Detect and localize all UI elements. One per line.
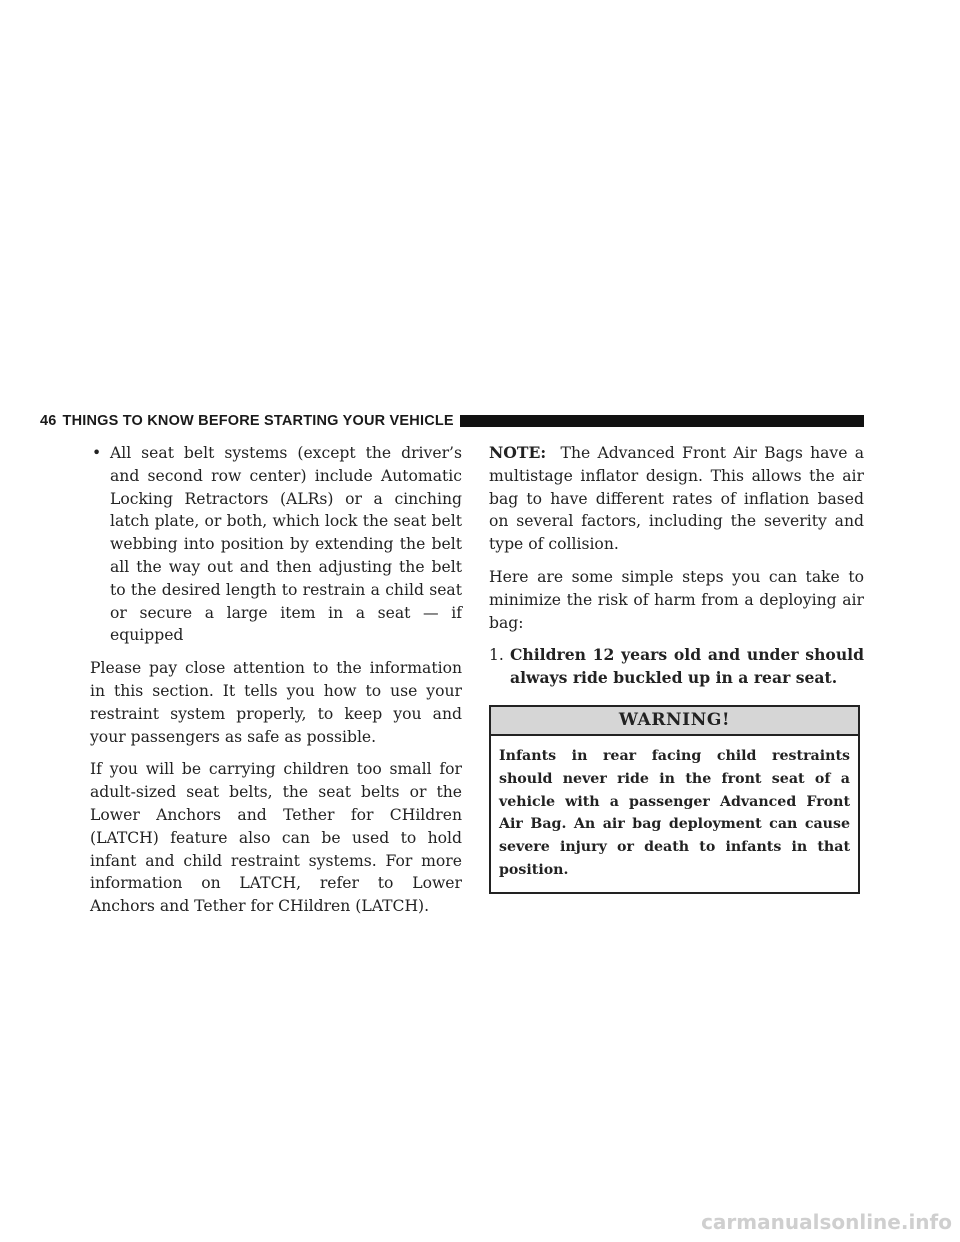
paragraph-steps: Here are some simple steps you can take to minimize the risk of harm from a deploying air bag: [489, 567, 864, 632]
left-column [90, 442, 462, 928]
step-text: Children 12 years old and under should always ride buckled up in a rear seat. [510, 645, 864, 688]
step-number: 1. [489, 646, 504, 665]
bullet-mark: • [92, 444, 102, 462]
numbered-step [489, 644, 864, 690]
right-column [489, 442, 864, 894]
paragraph-attention: Please pay close attention to the information in this section. It tells you how to use your restraint system properly, to keep you and your passengers as safe as possible. [90, 659, 462, 746]
note-text: The Advanced Front Air Bags have a multistage inflator design. This allows the air bag to have different rates of inflation based on several factors, including the severity and type of collision. [489, 444, 864, 554]
note-label: NOTE: [489, 443, 547, 462]
paragraph-children: If you will be carrying children too small for adult-sized seat belts, the seat belts or the Lower Anchors and Tether for CHildren (LATCH) feature also can be used to hold infant and child restraint systems. For more information on LATCH, refer to Lower Anchors and Tether for CHildren (LATCH). [90, 760, 462, 916]
bullet-item [90, 442, 462, 647]
header-rule [460, 415, 864, 427]
section-title: THINGS TO KNOW BEFORE STARTING YOUR VEHICLE [62, 413, 454, 429]
page-header [40, 413, 864, 429]
warning-text: Infants in rear facing child restraints should never ride in the front seat of a vehicle with a passenger Advanced Front Air Bag. An air bag deployment can cause severe injury or death to infants in that position. [499, 747, 850, 878]
warning-title: WARNING! [491, 707, 858, 736]
warning-box [489, 705, 860, 894]
note-paragraph [489, 442, 864, 556]
bullet-text: All seat belt systems (except the driver’s and second row center) include Automatic Locking Retractors (ALRs) or a cinching latch plate, or both, which lock the seat belt webbing into position by extending the belt all the way out and then adjusting the belt to the desired length to restrain a child seat or secure a large item in a seat — if equipped [110, 444, 462, 645]
page-number: 46 [40, 413, 57, 429]
watermark: carmanualsonline.info [701, 1210, 952, 1234]
